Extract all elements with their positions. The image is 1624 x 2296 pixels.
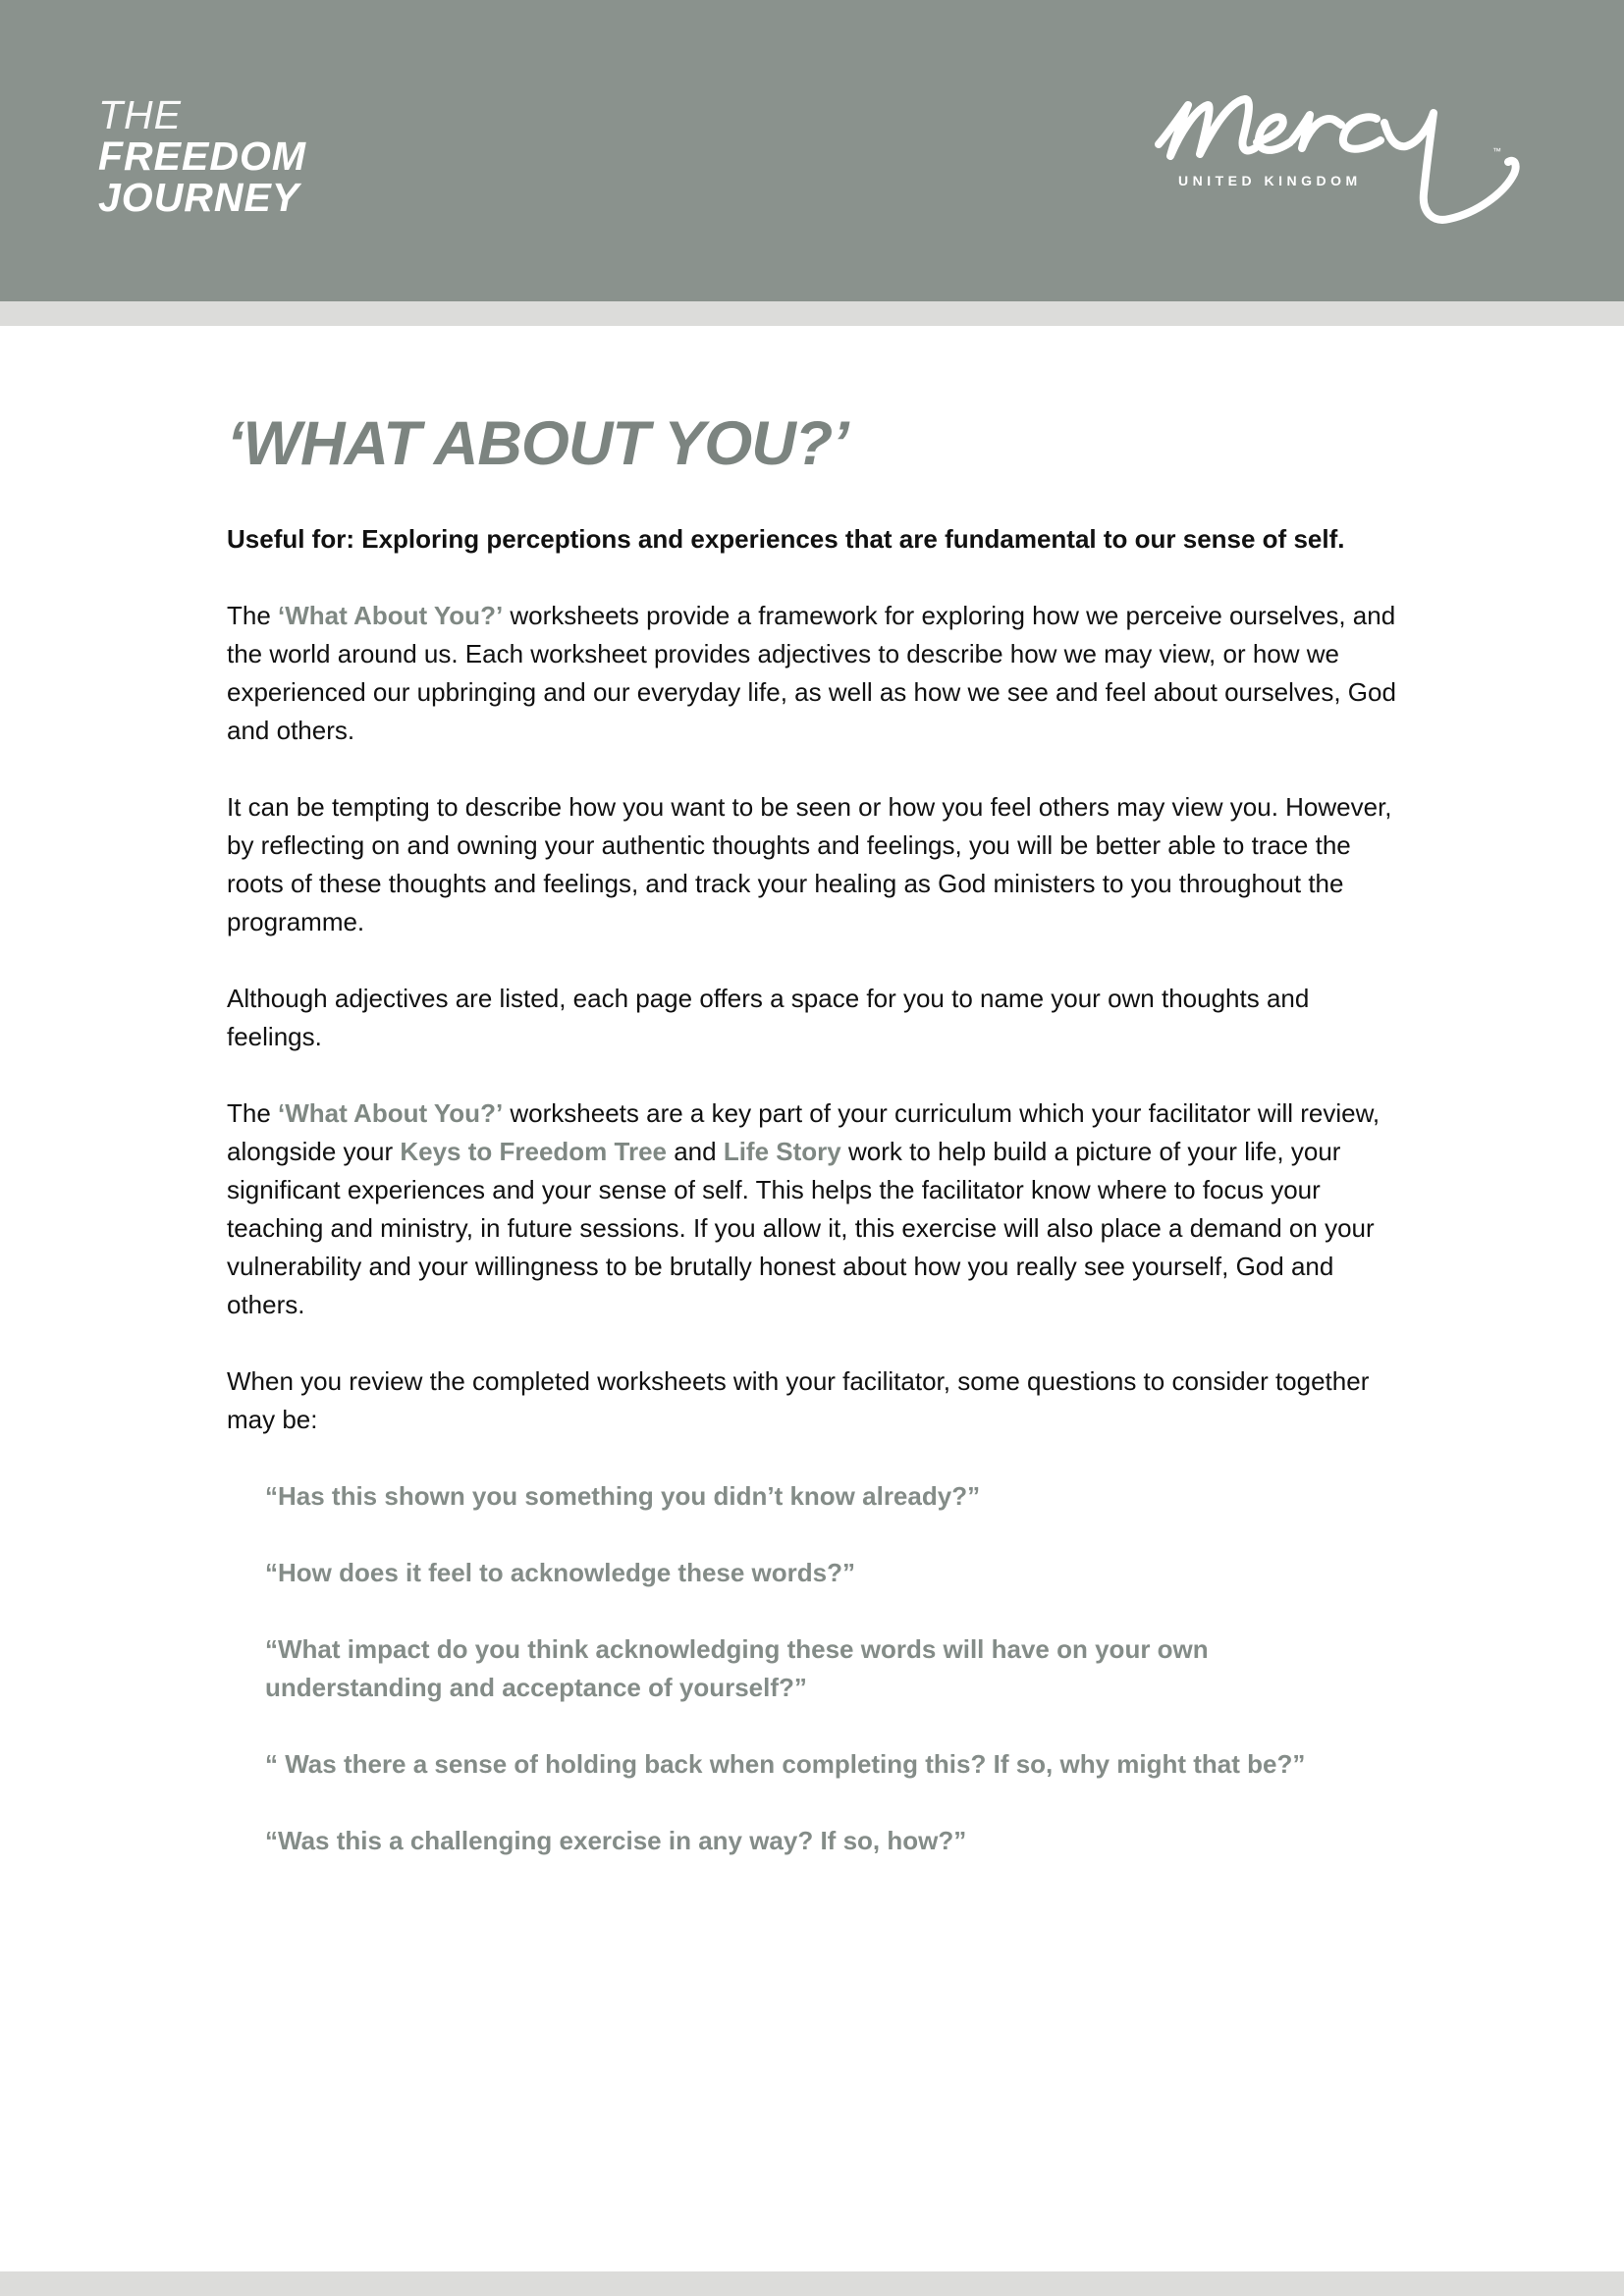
logo-subtitle: UNITED KINGDOM <box>1178 173 1362 188</box>
brand-line-the: THE <box>98 92 182 137</box>
trademark-symbol: ™ <box>1492 146 1501 156</box>
paragraph-1 <box>227 597 1405 750</box>
question-list <box>265 1477 1405 1860</box>
p4-highlight-what-about-you: ‘What About You?’ <box>278 1098 504 1128</box>
document-body <box>227 402 1405 1898</box>
paragraph-2: It can be tempting to describe how you want to be seen or how you feel others may view you. However, by reflecting on and owning your authentic thoughts and feelings, you will be better able to trace the roots of these thoughts and feelings, and track your healing as God ministers to you throughout the programme. <box>227 792 1392 936</box>
p4-pre: The <box>227 1098 279 1128</box>
header-divider <box>0 301 1624 326</box>
question-item: “How does it feel to acknowledge these words?” <box>265 1558 855 1587</box>
p4-mid2: and <box>667 1137 724 1166</box>
p1-highlight: ‘What About You?’ <box>278 601 504 630</box>
question-item: “ Was there a sense of holding back when completing this? If so, why might that be?” <box>265 1749 1306 1779</box>
brand-line-journey: JOURNEY <box>98 175 300 220</box>
paragraph-5: When you review the completed worksheets with your facilitator, some questions to consider together may be: <box>227 1366 1370 1434</box>
question-item: “Was this a challenging exercise in any way? If so, how?” <box>265 1826 967 1855</box>
freedom-journey-logo <box>98 94 306 218</box>
p4-highlight-keys-tree: Keys to Freedom Tree <box>400 1137 667 1166</box>
brand-line-freedom: FREEDOM <box>98 133 306 179</box>
page-header <box>0 0 1624 301</box>
mercy-logo <box>1149 83 1537 231</box>
paragraph-4 <box>227 1095 1405 1324</box>
p4-post: work to help build a picture of your life, your significant experiences and your sense of self. This helps the facilitator know where to focus your teaching and ministry, in future sessions. If you allow it, this exercise will also place a demand on your vulnerability and your willingness to be brutally honest about how you really see yourself, God and others. <box>227 1137 1375 1319</box>
question-item: “What impact do you think acknowledging these words will have on your own understanding and acceptance of yourself?” <box>265 1634 1209 1702</box>
p1-post: worksheets provide a framework for exploring how we perceive ourselves, and the world around us. Each worksheet provides adjectives to describe how we may view, or how we experienced our upbringing and our everyday life, as well as how we see and feel about ourselves, God and others. <box>227 601 1396 745</box>
p4-highlight-life-story: Life Story <box>723 1137 841 1166</box>
paragraph-3: Although adjectives are listed, each page offers a space for you to name your own thoughts and feelings. <box>227 984 1310 1051</box>
question-item: “Has this shown you something you didn’t know already?” <box>265 1481 981 1511</box>
footer-divider <box>0 2271 1624 2296</box>
p1-pre: The <box>227 601 279 630</box>
page-title: ‘WHAT ABOUT YOU?’ <box>227 409 848 478</box>
p4-mid1: worksheets are a key part of your curriculum which your facilitator will review, alongside your <box>227 1098 1380 1166</box>
useful-for-line: Useful for: Exploring perceptions and experiences that are fundamental to our sense of self. <box>227 524 1345 554</box>
